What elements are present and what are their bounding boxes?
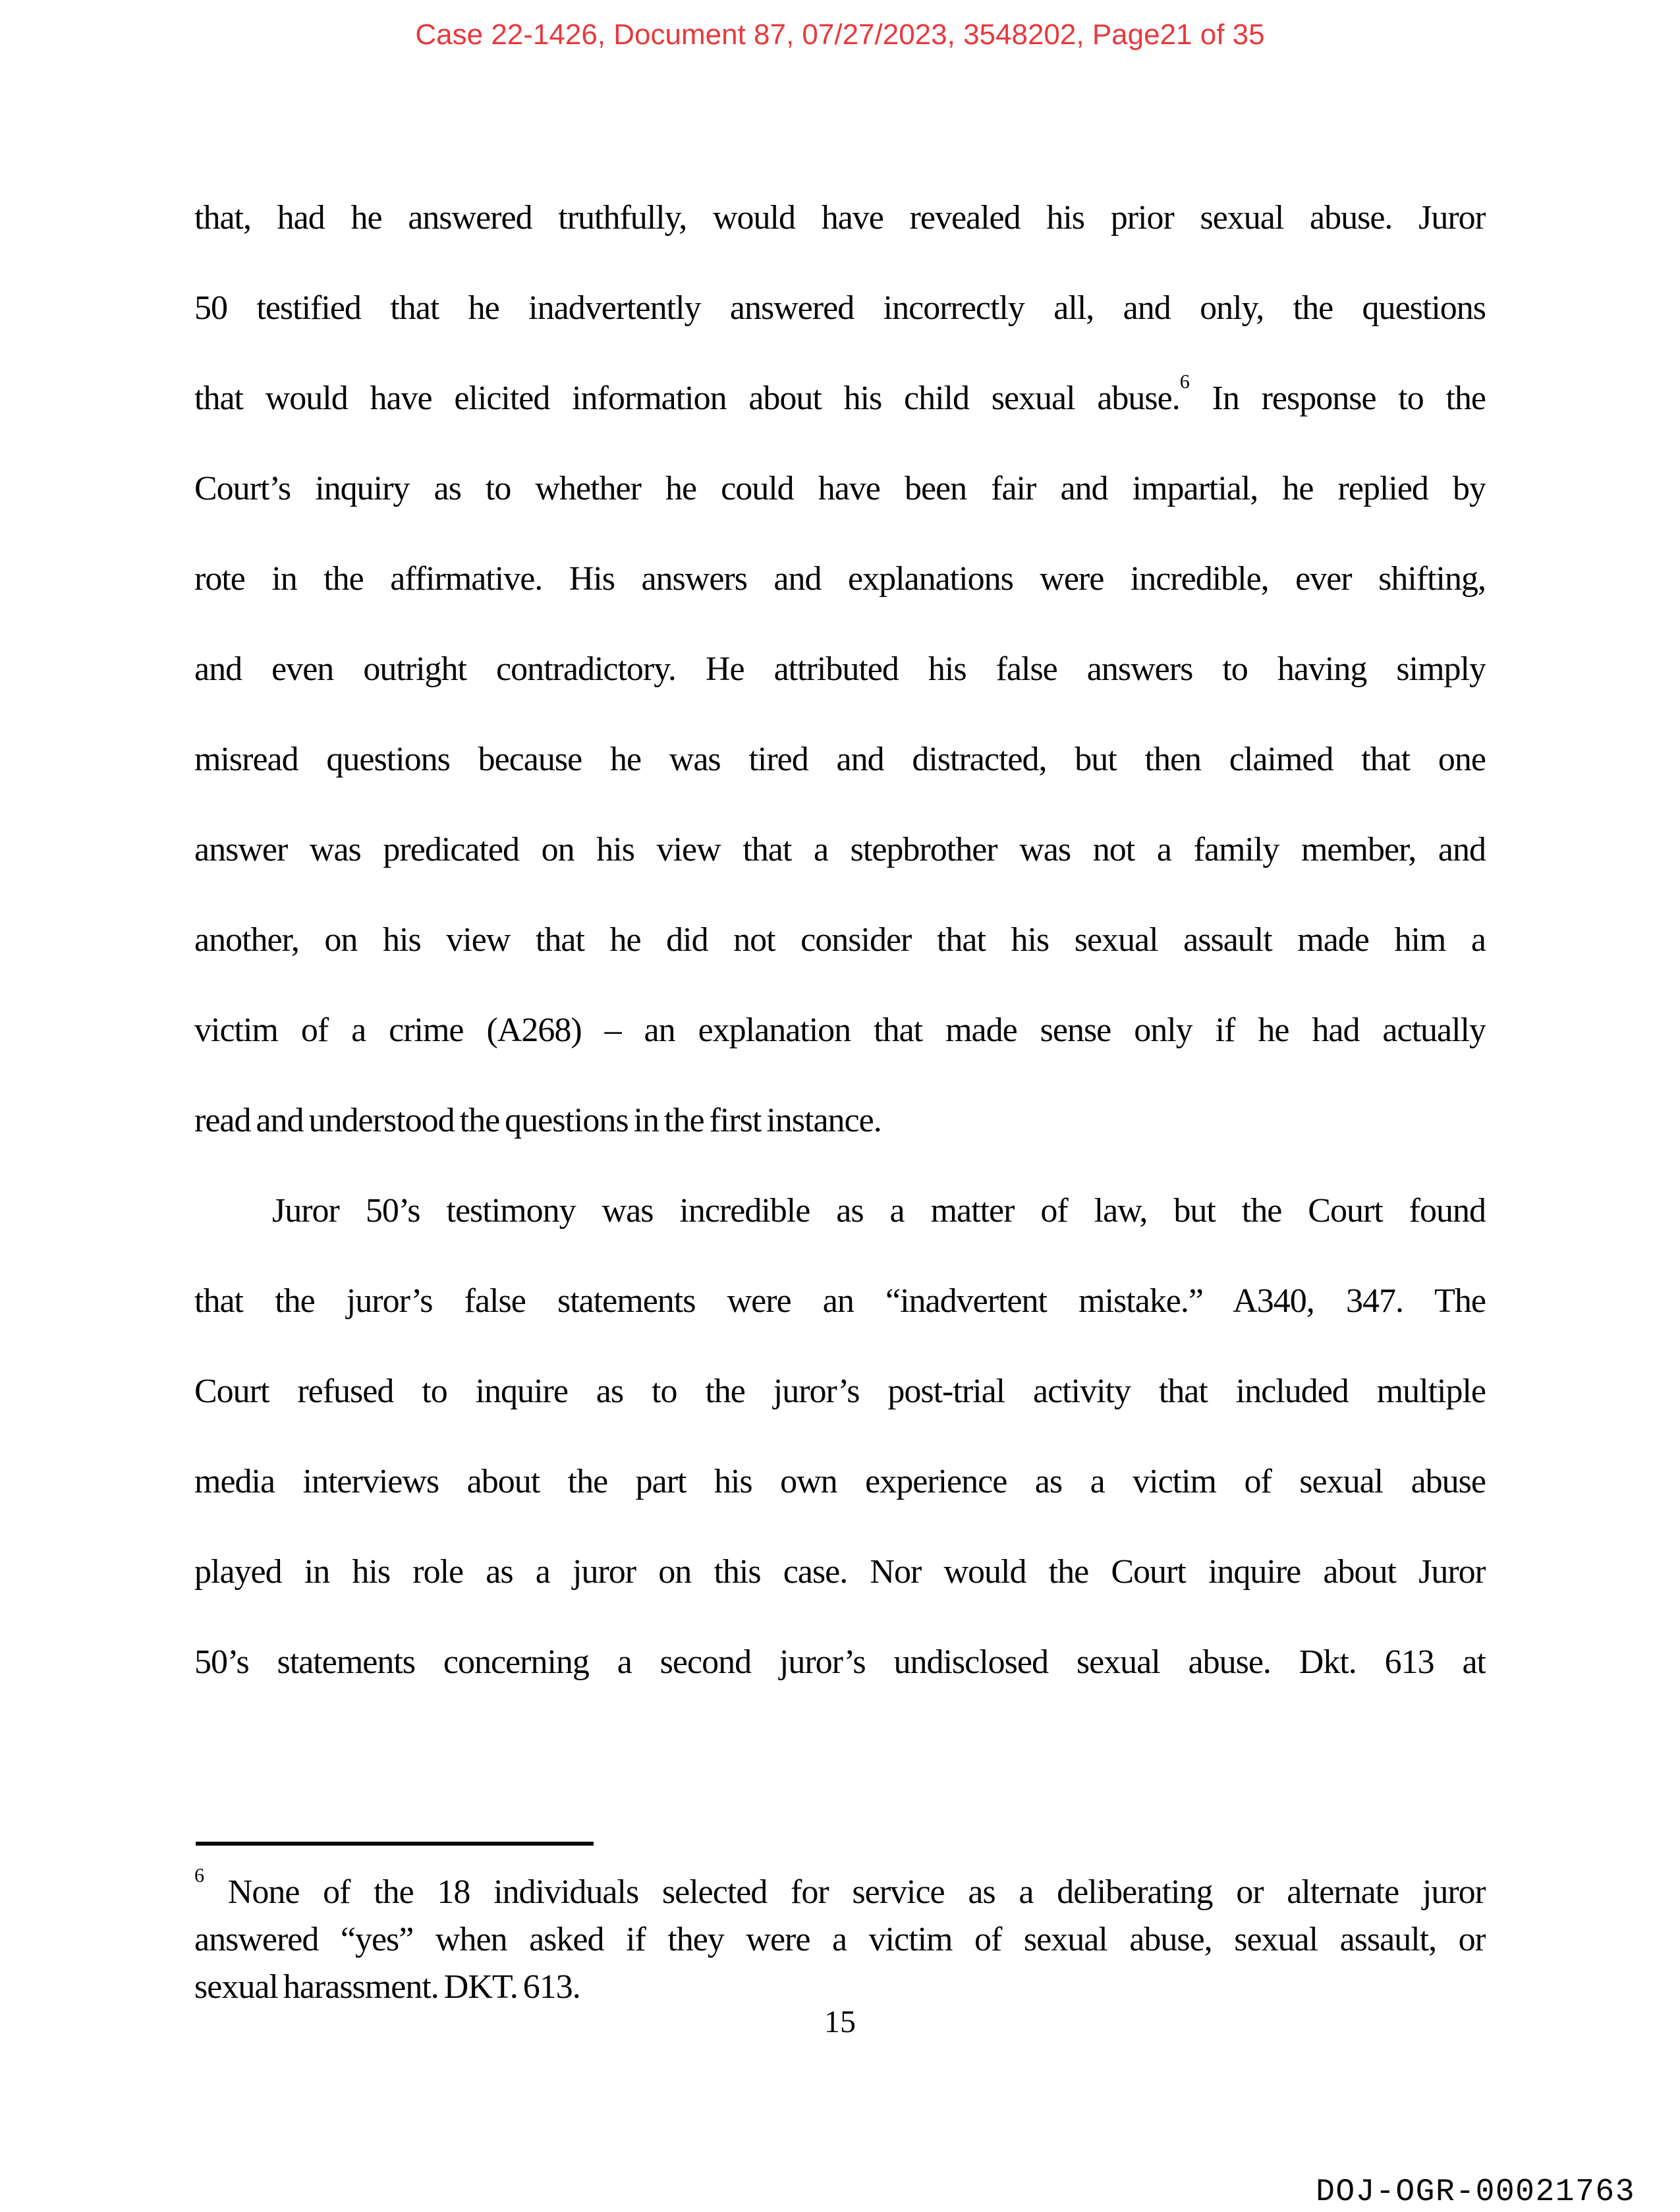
body-line: media interviews about the part his own experience as a victim of sexual abuse [194, 1463, 1486, 1500]
footnote-line: $^6$ None of the 18 individuals selected for service as a deliberating or alternate juror [194, 1869, 1486, 1911]
body-line: Juror 50’s testimony was incredible as a matter of law, but the Court found [272, 1192, 1486, 1230]
body-line: that the juror’s false statements were an “inadvertent mistake.” A340, 347. The [194, 1282, 1486, 1320]
body-line: 50’s statements concerning a second juror’s undisclosed sexual abuse. Dkt. 613 at [194, 1643, 1486, 1681]
page-number: 15 [824, 2004, 856, 2039]
footnote [194, 1869, 1486, 2011]
body-line: read and understood the questions in the first instance. [194, 1102, 882, 1139]
body-line: played in his role as a juror on this case. Nor would the Court inquire about Juror [194, 1553, 1486, 1591]
footnote-line: sexual harassment. DKT. 613. [194, 1968, 580, 2006]
case-stamp-header: Case 22-1426, Document 87, 07/27/2023, 3548202, Page21 of 35 [415, 18, 1265, 51]
bates-number: DOJ-OGR-00021763 [1316, 2174, 1635, 2210]
body-line: misread questions because he was tired and distracted, but then claimed that one [194, 741, 1486, 778]
body-line: 50 testified that he inadvertently answered incorrectly all, and only, the questions [194, 289, 1486, 327]
body-line: that, had he answered truthfully, would have revealed his prior sexual abuse. Juror [194, 199, 1486, 237]
footnote-separator-rule [196, 1842, 594, 1846]
body-line: victim of a crime (A268) – an explanation that made sense only if he had actually [194, 1011, 1486, 1049]
body-line: Court refused to inquire as to the juror’s post-trial activity that included multiple [194, 1373, 1486, 1410]
body-line: that would have elicited information about his child sexual abuse.$^6$ In response to the [194, 370, 1486, 417]
footnote-line: answered “yes” when asked if they were a victim of sexual abuse, sexual assault, or [194, 1921, 1486, 1958]
body-line: answer was predicated on his view that a stepbrother was not a family member, and [194, 831, 1486, 868]
body-line: another, on his view that he did not consider that his sexual assault made him a [194, 921, 1486, 959]
body-line: and even outright contradictory. He attributed his false answers to having simply [194, 650, 1486, 688]
body-line: Court’s inquiry as to whether he could have been fair and impartial, he replied by [194, 470, 1486, 507]
document-body [194, 173, 1486, 1707]
body-line: rote in the affirmative. His answers and explanations were incredible, ever shifting, [194, 560, 1486, 598]
